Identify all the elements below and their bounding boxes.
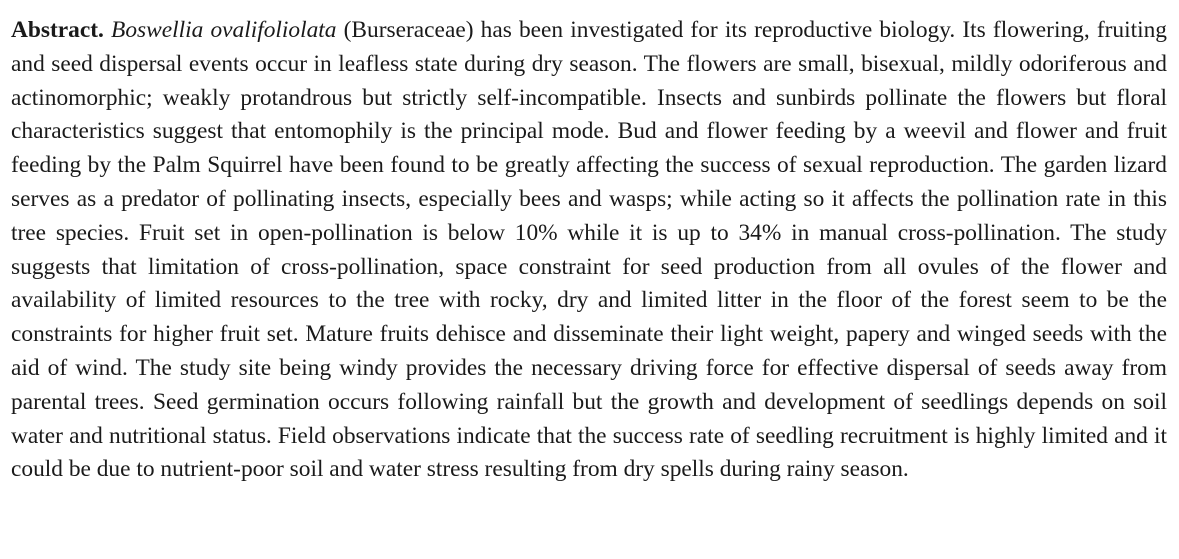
species-name: Boswellia ovalifoliolata [111,17,337,43]
abstract-paragraph [11,14,1167,487]
abstract-label: Abstract. [11,17,104,43]
abstract-body-text: (Burseraceae) has been investigated for its reproductive biology. Its flowering, fruiting and seed dispersal events occur in leafless state during dry season. The flowers are small, bisexual, mildly odoriferous and actinomorphic; weakly protandrous but strictly self-incompatible. Insects and sunbirds pollinate the flowers but floral characteristics suggest that entomophily is the principal mode. Bud and flower feeding by a weevil and flower and fruit feeding by the Palm Squirrel have been found to be greatly affecting the success of sexual reproduction. The garden lizard serves as a predator of pollinating insects, especially bees and wasps; while acting so it affects the pollination rate in this tree species. Fruit set in open-pollination is below 10% while it is up to 34% in manual cross-pollination. The study suggests that limitation of cross-pollination, space constraint for seed production from all ovules of the flower and availability of limited resources to the tree with rocky, dry and limited litter in the floor of the forest seem to be the constraints for higher fruit set. Mature fruits dehisce and disseminate their light weight, papery and winged seeds with the aid of wind. The study site being windy provides the necessary driving force for effective dispersal of seeds away from parental trees. Seed germination occurs following rainfall but the growth and development of seedlings depends on soil water and nutritional status. Field observations indicate that the success rate of seedling recruitment is highly limited and it could be due to nutrient-poor soil and water stress resulting from dry spells during rainy season. [11,17,1167,483]
